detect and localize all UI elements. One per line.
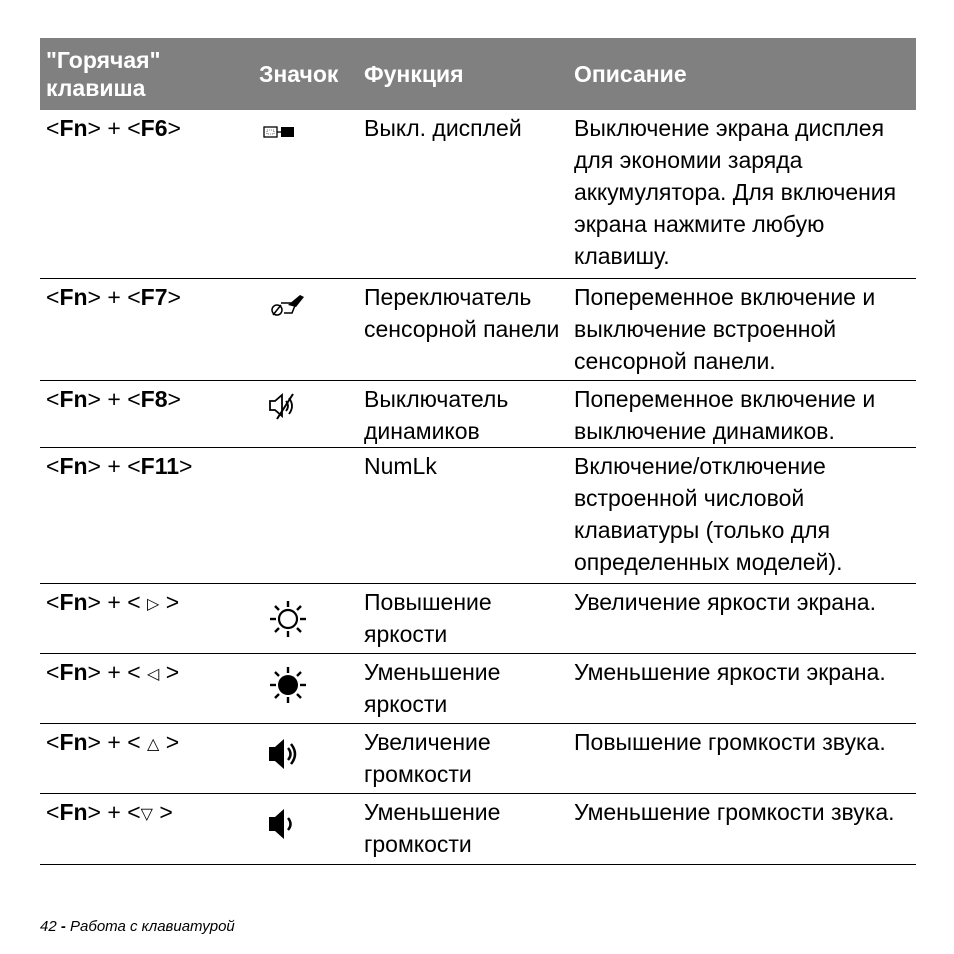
table-row <box>40 279 916 381</box>
table-row <box>40 448 916 584</box>
hotkey-cell: <Fn> + <▽ > <box>46 799 173 825</box>
description-cell: Повышение громкости звука. <box>574 729 886 755</box>
hotkey-cell: <Fn> + < △ > <box>46 729 180 755</box>
description-cell: Включение/отключение встроенной числовой клавиатуры (только для определенных моделей). <box>574 453 843 575</box>
hotkey-cell: <Fn> + < ▷ > <box>46 589 180 615</box>
display-off-icon <box>246 124 296 144</box>
hotkey-cell: <Fn> + <F11> <box>46 453 193 479</box>
table-header <box>40 38 916 110</box>
function-cell: Уменьшение яркости <box>364 659 501 717</box>
icon-cell <box>253 724 359 793</box>
header-description: Описание <box>574 60 687 87</box>
volume-down-icon <box>267 806 301 842</box>
touchpad-toggle-icon <box>270 291 306 319</box>
function-cell: Уменьшение громкости <box>364 799 501 857</box>
icon-cell <box>253 279 359 380</box>
description-cell: Уменьшение громкости звука. <box>574 799 895 825</box>
page-number: 42 <box>40 918 57 935</box>
function-cell: Выкл. дисплей <box>364 115 522 141</box>
description-cell: Уменьшение яркости экрана. <box>574 659 886 685</box>
speaker-mute-icon <box>267 391 297 421</box>
table-row <box>40 724 916 794</box>
icon-cell <box>253 110 359 278</box>
description-cell: Попеременное включение и выключение встроенной сенсорной панели. <box>574 284 876 374</box>
hotkey-cell: <Fn> + <F8> <box>46 386 181 412</box>
header-icon: Значок <box>259 60 339 87</box>
function-cell: Выключатель динамиков <box>364 386 509 444</box>
volume-up-icon <box>267 736 301 772</box>
description-cell: Увеличение яркости экрана. <box>574 589 876 615</box>
function-cell: NumLk <box>364 453 437 479</box>
hotkey-table <box>40 38 916 865</box>
footer-separator: - <box>56 918 71 935</box>
brightness-down-icon <box>269 666 307 704</box>
header-function: Функция <box>364 60 464 87</box>
icon-cell <box>253 794 359 864</box>
table-row <box>40 794 916 865</box>
function-cell: Увеличение громкости <box>364 729 491 787</box>
header-hotkey-line2: клавиша <box>46 75 146 101</box>
hotkey-cell: <Fn> + <F7> <box>46 284 181 310</box>
icon-cell <box>253 448 359 583</box>
table-row <box>40 381 916 448</box>
header-hotkey-line1: "Горячая" <box>46 47 161 73</box>
icon-cell <box>253 584 359 653</box>
description-cell: Выключение экрана дисплея для экономии заряда аккумулятора. Для включения экрана нажмите любую клавишу. <box>574 115 897 269</box>
hotkey-cell: <Fn> + < ◁ > <box>46 659 180 685</box>
table-row <box>40 654 916 724</box>
description-cell: Попеременное включение и выключение динамиков. <box>574 386 876 444</box>
hotkey-cell: <Fn> + <F6> <box>46 115 181 141</box>
section-title: Работа с клавиатурой <box>70 918 235 935</box>
icon-cell <box>253 654 359 723</box>
header-hotkey <box>40 38 253 110</box>
icon-cell <box>253 381 359 447</box>
brightness-up-icon <box>269 600 307 638</box>
page-footer <box>40 918 235 935</box>
function-cell: Переключатель сенсорной панели <box>364 284 560 342</box>
table-row <box>40 584 916 654</box>
function-cell: Повышение яркости <box>364 589 492 647</box>
table-row <box>40 110 916 279</box>
